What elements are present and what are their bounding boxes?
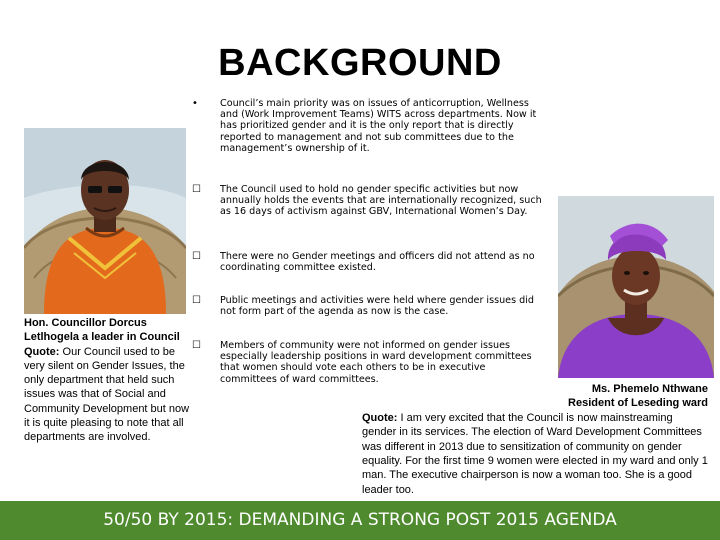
bullet-item (192, 295, 542, 317)
slide-title: BACKGROUND (218, 42, 502, 84)
bullet-item (192, 340, 542, 385)
checkbox-icon: ☐ (192, 340, 201, 351)
checkbox-icon: ☐ (192, 184, 201, 195)
quote-label: Quote: (24, 345, 60, 358)
checkbox-icon: ☐ (192, 251, 201, 262)
bullet-text: The Council used to hold no gender specific activities but now annually holds the events that are internationally recognized, such as 16 days of activism against GBV, International Women’s Day. (220, 184, 542, 218)
bullet-text: Public meetings and activities were held where gender issues did not form part of the agenda as now is the case. (220, 295, 534, 318)
councillor-photo (24, 128, 186, 314)
quote-label: Quote: (362, 411, 398, 424)
resident-quote-block (362, 411, 708, 497)
councillor-quote: Our Council used to be very silent on Gender Issues, the only department that held such issues was that of Social and Community Development but now it is quite pleasing to note that all departments are involved. (24, 345, 190, 444)
left-caption (24, 316, 190, 445)
resident-photo (558, 196, 714, 378)
footer-bar (0, 501, 720, 540)
footer-text: 50/50 BY 2015: DEMANDING A STRONG POST 2015 AGENDA (103, 510, 617, 530)
bullet-text: Council’s main priority was on issues of anticorruption, Wellness and (Work Improvement Teams) WITS across departments. Now it has prioritized gender and it is the only report that is directly reported to management and not sub committees due to the management’s ownership of it. (220, 98, 537, 154)
bullet-text: There were no Gender meetings and officers did not attend as no coordinating committee existed. (220, 251, 535, 274)
bullet-item (192, 251, 542, 273)
resident-role: Resident of Leseding ward (568, 397, 708, 410)
bullet-item (192, 98, 542, 154)
bullet-item (192, 184, 542, 218)
councillor-name: Hon. Councillor Dorcus Letlhogela a leader in Council (24, 317, 180, 344)
resident-quote: I am very excited that the Council is now mainstreaming gender in its services. The election of Ward Development Committees was different in 2013 due to sensitization of community on gender equality. For the first time 9 women were elected in my ward and only 1 man. The executive chairperson is now a woman too. She is a good leader too. (362, 411, 708, 496)
bullet-marker: • (192, 98, 198, 109)
bullet-text: Members of community were not informed on gender issues especially leadership positions in ward development committees that women should vote each others to be in executive committees of ward committees. (220, 340, 532, 385)
resident-name: Ms. Phemelo Nthwane (591, 383, 708, 395)
checkbox-icon: ☐ (192, 295, 201, 306)
right-caption (362, 382, 708, 497)
